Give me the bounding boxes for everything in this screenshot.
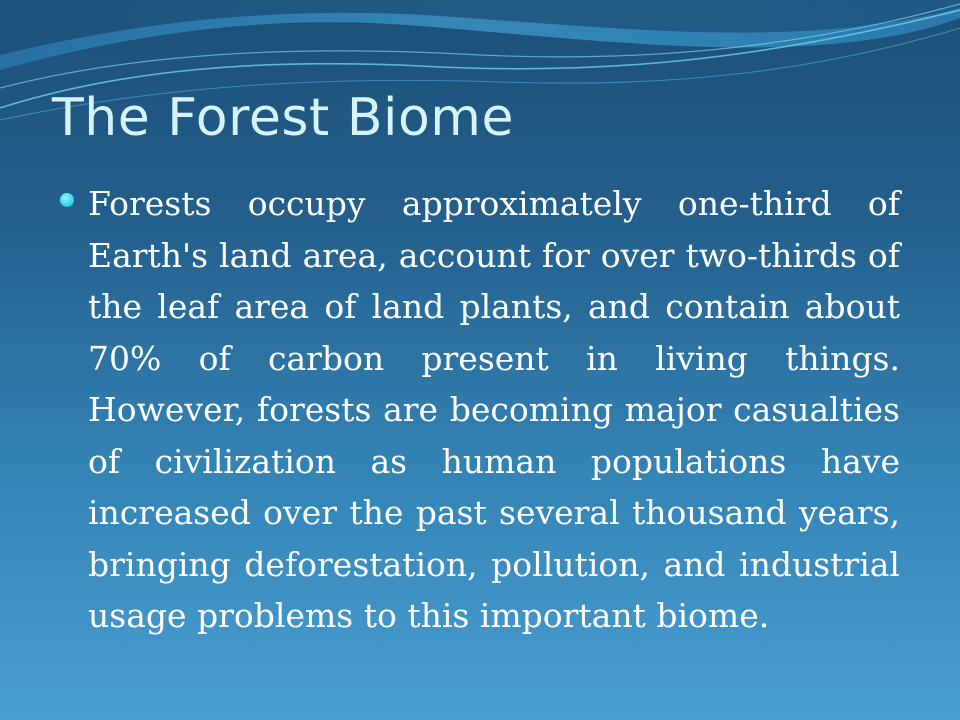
bullet-dot-icon: [60, 193, 74, 207]
slide-title: The Forest Biome: [52, 88, 514, 148]
bullet-item: [60, 178, 900, 642]
bullet-list: [60, 178, 900, 642]
bullet-text: Forests occupy approximately one-third of Earth's land area, account for over two-thirds of the leaf area of land plants, and contain about 70% of carbon present in living things. However, forests are becoming major casualties of civilization as human populations have increased over the past several thousand years, bringing deforestation, pollution, and industrial usage problems to this important biome.: [88, 184, 900, 635]
